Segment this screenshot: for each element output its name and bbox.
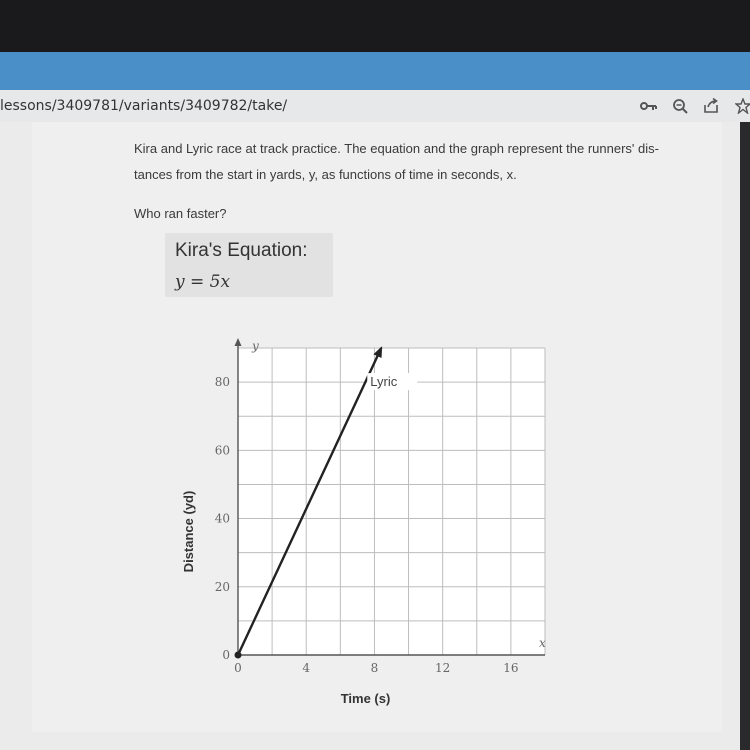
x-tick-label: 0 bbox=[234, 661, 242, 675]
equation-title: Kira's Equation: bbox=[175, 240, 308, 261]
zoom-icon[interactable] bbox=[669, 95, 691, 117]
equation-box bbox=[165, 233, 333, 297]
y-axis-title: Distance (yd) bbox=[181, 490, 196, 573]
y-tick-label: 20 bbox=[214, 579, 230, 594]
series-start-point bbox=[235, 652, 242, 659]
share-icon[interactable] bbox=[700, 95, 722, 117]
question-line-2: tances from the start in yards, y, as functions of time in seconds, x. bbox=[134, 167, 517, 182]
y-axis-arrow bbox=[235, 338, 242, 346]
app-header-bar bbox=[0, 52, 750, 90]
question-text bbox=[134, 136, 709, 188]
key-icon[interactable] bbox=[638, 95, 660, 117]
url-text[interactable]: lessons/3409781/variants/3409782/take/ bbox=[0, 98, 288, 114]
x-axis-letter: x bbox=[539, 636, 546, 650]
top-bezel bbox=[0, 0, 750, 52]
y-tick-label: 40 bbox=[214, 511, 230, 526]
y-tick-label: 0 bbox=[222, 648, 230, 662]
y-axis-letter: y bbox=[252, 339, 259, 353]
y-tick-label: 60 bbox=[214, 443, 230, 458]
y-tick-label: 80 bbox=[214, 375, 230, 390]
x-tick-label: 16 bbox=[503, 661, 519, 675]
plot-background bbox=[238, 348, 545, 655]
star-icon[interactable] bbox=[732, 95, 750, 117]
x-tick-label: 8 bbox=[370, 661, 379, 675]
address-bar[interactable] bbox=[0, 90, 750, 123]
question-line-1: Kira and Lyric race at track practice. The equation and the graph represent the runners' dis- bbox=[134, 141, 659, 156]
question-prompt: Who ran faster? bbox=[134, 206, 227, 221]
screen-edge bbox=[740, 122, 750, 750]
x-axis-title: Time (s) bbox=[340, 691, 391, 706]
series-label-lyric: Lyric bbox=[370, 374, 398, 390]
x-tick-label: 12 bbox=[435, 661, 451, 675]
equation-formula: y = 5x bbox=[175, 272, 231, 292]
x-tick-label: 4 bbox=[302, 661, 311, 675]
distance-time-chart bbox=[170, 330, 570, 720]
